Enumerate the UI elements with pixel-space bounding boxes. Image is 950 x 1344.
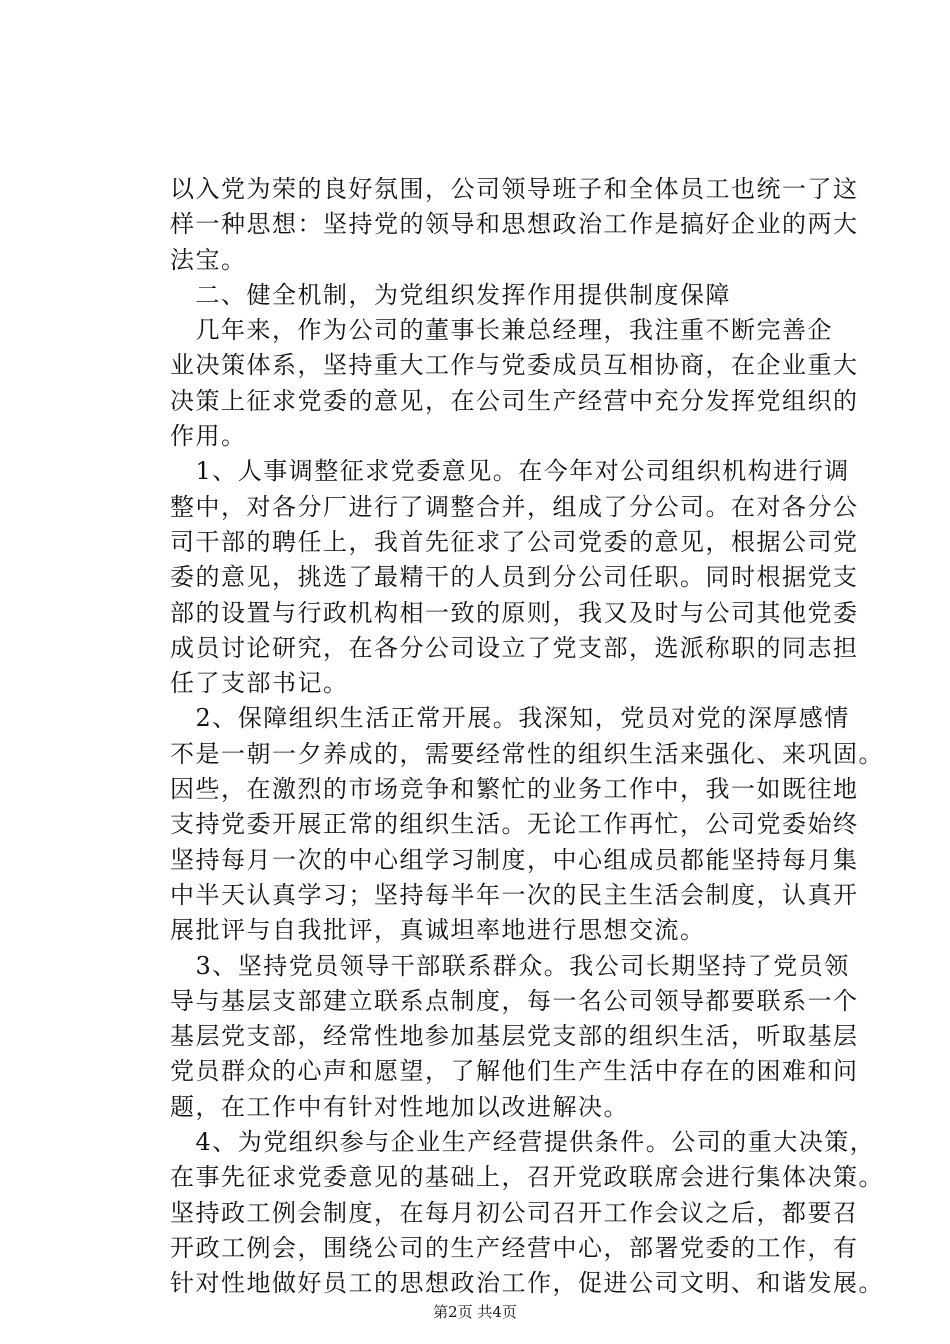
text-line: 基层党支部，经常性地参加基层党支部的组织生活，听取基层 [170, 1022, 859, 1051]
text-line: 不是一朝一夕养成的，需要经常性的组织生活来强化、来巩固。 [170, 739, 884, 768]
text-line: 样一种思想：坚持党的领导和思想政治工作是搞好企业的两大 [170, 210, 859, 239]
text-line: 坚持每月一次的中心组学习制度，中心组成员都能坚持每月集 [170, 845, 859, 874]
text-line: 委的意见，挑选了最精干的人员到分公司任职。同时根据党支 [170, 563, 859, 592]
document-body [170, 172, 884, 1302]
text-line: 导与基层支部建立联系点制度，每一名公司领导都要联系一个 [170, 986, 859, 1015]
text-line: 业决策体系，坚持重大工作与党委成员互相协商，在企业重大 [170, 351, 859, 380]
section-heading: 二、健全机制，为党组织发挥作用提供制度保障 [170, 280, 731, 309]
text-line: 司干部的聘任上，我首先征求了公司党委的意见，根据公司党 [170, 527, 859, 556]
text-line: 部的设置与行政机构相一致的原则，我又及时与公司其他党委 [170, 598, 859, 627]
text-line: 整中，对各分厂进行了调整合并，组成了分公司。在对各分公 [170, 492, 859, 521]
text-line: 成员讨论研究，在各分公司设立了党支部，选派称职的同志担 [170, 633, 859, 662]
text-line: 决策上征求党委的意见，在公司生产经营中充分发挥党组织的 [170, 386, 859, 415]
text-line: 题，在工作中有针对性地加以改进解决。 [170, 1092, 629, 1121]
text-line: 2、保障组织生活正常开展。我深知，党员对党的深厚感情 [170, 704, 850, 733]
page-number: 第2页 共4页 [433, 1303, 517, 1321]
text-line: 3、坚持党员领导干部联系群众。我公司长期坚持了党员领 [170, 951, 850, 980]
text-line: 几年来，作为公司的董事长兼总经理，我注重不断完善企 [170, 316, 833, 345]
text-line: 任了支部书记。 [170, 669, 349, 698]
text-line: 坚持政工例会制度，在每月初公司召开工作会议之后，都要召 [170, 1198, 859, 1227]
text-line: 在事先征求党委意见的基础上，召开党政联席会进行集体决策。 [170, 1163, 884, 1192]
text-line: 支持党委开展正常的组织生活。无论工作再忙，公司党委始终 [170, 810, 859, 839]
text-line: 4、为党组织参与企业生产经营提供条件。公司的重大决策， [170, 1128, 876, 1157]
text-line: 因些，在激烈的市场竞争和繁忙的业务工作中，我一如既往地 [170, 775, 859, 804]
text-line: 展批评与自我批评，真诚坦率地进行思想交流。 [170, 916, 706, 945]
text-line: 开政工例会，围绕公司的生产经营中心，部署党委的工作，有 [170, 1233, 859, 1262]
text-line: 以入党为荣的良好氛围，公司领导班子和全体员工也统一了这 [170, 175, 859, 203]
text-line: 1、人事调整征求党委意见。在今年对公司组织机构进行调 [170, 457, 850, 486]
text-line: 党员群众的心声和愿望，了解他们生产生活中存在的困难和问 [170, 1057, 859, 1086]
text-line: 针对性地做好员工的思想政治工作，促进公司文明、和谐发展。 [170, 1269, 884, 1298]
text-line: 作用。 [170, 422, 247, 451]
text-line: 中半天认真学习；坚持每半年一次的民主生活会制度，认真开 [170, 880, 859, 909]
text-line: 法宝。 [170, 245, 247, 274]
